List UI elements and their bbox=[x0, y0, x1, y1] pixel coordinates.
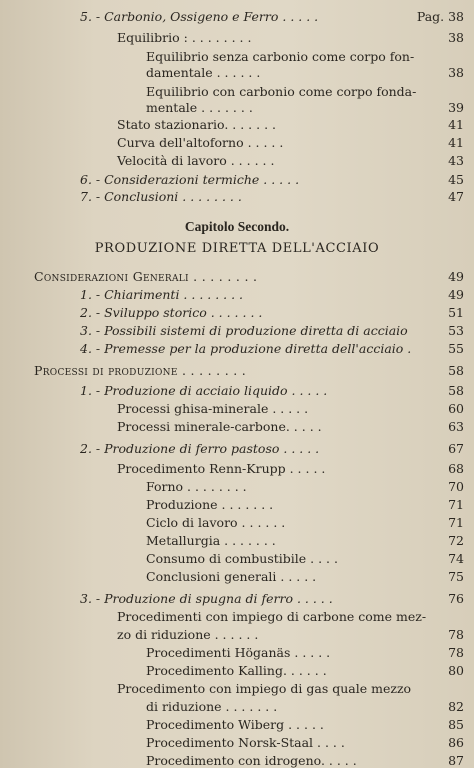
toc-entry bbox=[0, 340, 474, 358]
toc-entry bbox=[0, 304, 474, 322]
toc-entry bbox=[0, 152, 474, 170]
toc-entry bbox=[0, 662, 474, 680]
toc-entry-page: 71 bbox=[448, 497, 464, 512]
toc-entry-title: Forno . . . . . . . . bbox=[146, 479, 247, 494]
toc-entry-page: 38 bbox=[448, 65, 464, 80]
toc-entry-page: 41 bbox=[448, 135, 464, 150]
toc-entry-title: Equilibrio con carbonio come corpo fonda- bbox=[146, 84, 417, 99]
toc-entry-title: Procedimenti Höganäs . . . . . bbox=[146, 645, 331, 660]
toc-entry bbox=[0, 568, 474, 586]
toc-entry bbox=[0, 478, 474, 496]
toc-entry bbox=[0, 362, 474, 380]
toc-entry-page: 72 bbox=[448, 533, 464, 548]
toc-entry bbox=[0, 64, 474, 82]
toc-entry bbox=[0, 188, 474, 206]
toc-entry-page: 53 bbox=[448, 323, 464, 338]
toc-entry-title: 5. - Carbonio, Ossigeno e Ferro . . . . . bbox=[80, 9, 319, 24]
toc-entry-page: 74 bbox=[448, 551, 464, 566]
toc-entry-page: 60 bbox=[448, 401, 464, 416]
toc-entry bbox=[0, 268, 474, 286]
toc-entry-page: 67 bbox=[448, 441, 464, 456]
toc-entry-title: mentale . . . . . . . bbox=[146, 100, 253, 115]
toc-entry-title: 7. - Conclusioni . . . . . . . . bbox=[80, 189, 242, 204]
toc-entry-title: Procedimento Wiberg . . . . . bbox=[146, 717, 324, 732]
toc-entry bbox=[0, 418, 474, 436]
toc-entry-page: 58 bbox=[448, 383, 464, 398]
toc-entry-page: 78 bbox=[448, 645, 464, 660]
toc-entry-title: Procedimento con idrogeno. . . . . bbox=[146, 753, 357, 768]
toc-entry bbox=[0, 550, 474, 568]
toc-entry bbox=[0, 752, 474, 768]
toc-entry-title: zo di riduzione . . . . . . bbox=[117, 627, 259, 642]
toc-entry-title: 1. - Produzione di acciaio liquido . . . . . bbox=[80, 383, 328, 398]
toc-entry bbox=[0, 698, 474, 716]
toc-entry-page: 39 bbox=[448, 100, 464, 115]
toc-entry-page: 47 bbox=[448, 189, 464, 204]
toc-entry-page: 82 bbox=[448, 699, 464, 714]
toc-entry-page: 75 bbox=[448, 569, 464, 584]
toc-entry-title: Curva dell'altoforno . . . . . bbox=[117, 135, 284, 150]
toc-entry-title: damentale . . . . . . bbox=[146, 65, 261, 80]
toc-entry-title: 2. - Sviluppo storico . . . . . . . bbox=[80, 305, 263, 320]
toc-entry bbox=[0, 382, 474, 400]
toc-entry-page: 38 bbox=[448, 30, 464, 45]
toc-entry bbox=[0, 440, 474, 458]
toc-entry-title: Stato stazionario. . . . . . . bbox=[117, 117, 276, 132]
toc-entry bbox=[0, 626, 474, 644]
toc-entry-title: di riduzione . . . . . . . bbox=[146, 699, 278, 714]
toc-entry-page: 70 bbox=[448, 479, 464, 494]
toc-entry-page: 68 bbox=[448, 461, 464, 476]
chapter-title: Capitolo Secondo. bbox=[184, 219, 290, 234]
toc-entry bbox=[0, 716, 474, 734]
toc-entry-page: 85 bbox=[448, 717, 464, 732]
toc-entry-title: Consumo di combustibile . . . . bbox=[146, 551, 338, 566]
toc-entry-title: Equilibrio : . . . . . . . . bbox=[117, 30, 252, 45]
toc-entry bbox=[0, 29, 474, 47]
toc-entry-page: 51 bbox=[448, 305, 464, 320]
toc-entry bbox=[0, 514, 474, 532]
toc-entry-page: 76 bbox=[448, 591, 464, 606]
toc-entry-page: 78 bbox=[448, 627, 464, 642]
toc-entry-page: 55 bbox=[448, 341, 464, 356]
toc-entry bbox=[0, 608, 474, 626]
toc-entry-title: Metallurgia . . . . . . . bbox=[146, 533, 276, 548]
toc-entry-title: Procedimenti con impiego di carbone come mez- bbox=[117, 609, 427, 624]
toc-entry bbox=[0, 99, 474, 117]
toc-entry-title: 1. - Chiarimenti . . . . . . . . bbox=[80, 287, 244, 302]
toc-entry-page: Pag. 38 bbox=[416, 9, 464, 24]
toc-entry bbox=[0, 134, 474, 152]
toc-entry bbox=[0, 116, 474, 134]
toc-entry bbox=[0, 734, 474, 752]
toc-entry-page: 41 bbox=[448, 117, 464, 132]
toc-entry bbox=[0, 644, 474, 662]
toc-entry-title: Procedimento Renn-Krupp . . . . . bbox=[117, 461, 326, 476]
toc-entry-title: Conclusioni generali . . . . . bbox=[146, 569, 317, 584]
toc-entry-page: 43 bbox=[448, 153, 464, 168]
toc-entry-page: 49 bbox=[448, 287, 464, 302]
toc-entry bbox=[0, 8, 474, 26]
toc-entry-title: Produzione . . . . . . . bbox=[146, 497, 274, 512]
toc-entry-page: 45 bbox=[448, 172, 464, 187]
toc-entry bbox=[0, 496, 474, 514]
toc-entry-title: Processi minerale-carbone. . . . . bbox=[117, 419, 322, 434]
toc-entry-title: Procedimento Norsk-Staal . . . . bbox=[146, 735, 345, 750]
toc-entry bbox=[0, 322, 474, 340]
toc-entry-page: 63 bbox=[448, 419, 464, 434]
toc-entry-title: 3. - Possibili sistemi di produzione diretta di acciaio bbox=[80, 323, 408, 338]
toc-entry-title: Processi ghisa-minerale . . . . . bbox=[117, 401, 309, 416]
toc-entry-page: 80 bbox=[448, 663, 464, 678]
toc-entry-page: 58 bbox=[448, 363, 464, 378]
toc-entry-title: 2. - Produzione di ferro pastoso . . . . . bbox=[80, 441, 320, 456]
toc-entry bbox=[0, 171, 474, 189]
toc-entry-title: Procedimento con impiego di gas quale mezzo bbox=[117, 681, 412, 696]
toc-entry-title: 6. - Considerazioni termiche . . . . . bbox=[80, 172, 300, 187]
toc-entry bbox=[0, 400, 474, 418]
toc-entry-title: Procedimento Kalling. . . . . . bbox=[146, 663, 327, 678]
toc-entry bbox=[0, 532, 474, 550]
toc-entry-page: 71 bbox=[448, 515, 464, 530]
toc-entry-title: Processi di produzione . . . . . . . . bbox=[34, 363, 247, 378]
toc-entry-title: Considerazioni Generali . . . . . . . . bbox=[34, 269, 258, 284]
toc-entry-title: 4. - Premesse per la produzione diretta dell'acciaio . bbox=[80, 341, 412, 356]
toc-entry-title: Ciclo di lavoro . . . . . . bbox=[146, 515, 286, 530]
toc-entry-page: 49 bbox=[448, 269, 464, 284]
toc-entry-page: 87 bbox=[448, 753, 464, 768]
chapter-subtitle: PRODUZIONE DIRETTA DELL'ACCIAIO bbox=[94, 241, 380, 256]
toc-entry bbox=[0, 460, 474, 478]
toc-entry-page: 86 bbox=[448, 735, 464, 750]
toc-entry bbox=[0, 286, 474, 304]
toc-entry-title: 3. - Produzione di spugna di ferro . . . . . bbox=[80, 591, 333, 606]
toc-entry bbox=[0, 590, 474, 608]
toc-entry bbox=[0, 680, 474, 698]
toc-entry-title: Velocità di lavoro . . . . . . bbox=[117, 153, 275, 168]
toc-entry-title: Equilibrio senza carbonio come corpo fon- bbox=[146, 49, 415, 64]
